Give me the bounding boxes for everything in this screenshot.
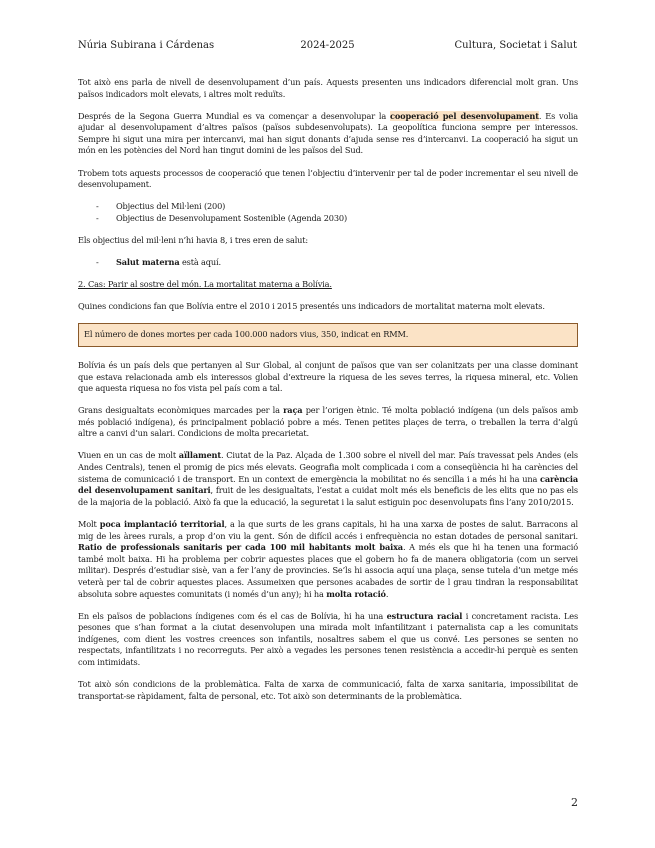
rmm-callout-box: El número de dones mortes per cada 100.000 nadors vius, 350, indicat en RMM.	[78, 323, 578, 347]
header-subject: Cultura, Societat i Salut	[454, 40, 577, 51]
health-goals-list	[78, 257, 578, 269]
text-run: Després de la Segona Guerra Mundial es va començar a desenvolupar la	[78, 110, 391, 121]
text-run: . A més els que hi ha tenen una formació també molt baixa. Hi ha problema per cobrir aquestes places que el gobern ho fa de manera obligatoria (com un servei militar). Després d’estudiar sisè, van a fer l’any de provincies. Se’ls hi associa aquí una plaça, sense tutela d’un metge més veterà per tal de cobrir aquestes places. Assumeixen que persones acabades de sortir de l grau tindran la responsabilitat absoluta sobre aquestes comunitats (i només d’un any); hi ha	[78, 542, 578, 599]
list-item	[78, 257, 578, 269]
paragraph-isolation	[78, 450, 578, 508]
paragraph-conclusion: Tot això són condicions de la problemàtica. Falta de xarxa de communicació, falta de xarxa sanitaria, impossibilitat de transportat-se ràpidament, falta de personal, etc. Tot això son determinants de la problemàtica.	[78, 679, 578, 701]
paragraph-racial-structure	[78, 611, 578, 669]
text-run: per l’origen ètnic. Té molta població indígena (un dels països amb més població indígena), és principalment població pobre a més. Tenen petites plaçes de terra, o treballen la terra d’algú altre a canvi d’un salari. Condicions de molta precarietat.	[78, 405, 578, 439]
text-run: , fruit de les desigualtats, l’estat a cuidat molt més els beneficis de les elits que no pas els de la majoria de la població. Això fa que la educació, la seguretat i la salut estiguin poc desenvolupats fins l’any 2010/2015.	[78, 485, 578, 507]
text-run: està aquí.	[179, 257, 221, 268]
bold-term: molta rotació	[326, 588, 386, 599]
paragraph-inequality	[78, 405, 578, 440]
paragraph-cooperation	[78, 111, 578, 157]
paragraph-question: Quines condicions fan que Bolívia entre el 2010 i 2015 presentés uns indicadors de mortalitat materna molt elevats.	[78, 301, 545, 312]
paragraph-development: Tot això ens parla de nivell de desenvolupament d’un país. Aquests presenten uns indicadors diferencial molt gran. Uns països indicadors molt elevats, i altres molt reduïts.	[78, 77, 578, 99]
objectives-list	[78, 201, 578, 224]
text-run: .	[385, 588, 389, 599]
text-run: i concretament racista. Les pesones que s’han format a la ciutat desenvolupen una mirada molt infantilitzant i paternalista cap a les comunitats indígenes, com dient les vostres creences son infantils, nosaltres sabem el que us convé. Les persones se senten no respectats, infantilitzats i no recorreguts. Per això a vegades les persones tenen resistència a accedir-hi perquè es senten com intimidats.	[78, 610, 579, 667]
bold-term: poca implantació territorial	[99, 518, 225, 529]
text-run: Molt	[78, 518, 100, 529]
text-run: , a la que surts de les grans capitals, hi ha una xarxa de postes de salut. Barracons al mig de les àrees rurals, a prop d’on viu la gent. Són de difícil accés i enfrequència no estan dotades de personal sanitari.	[78, 518, 578, 541]
paragraph-territorial	[78, 519, 578, 600]
case-title: 2. Cas: Parir al sostre del món. La mortalitat materna a Bolívia.	[78, 279, 332, 290]
header-author: Núria Subirana i Cárdenas	[78, 40, 215, 51]
text-run: Grans desigualtats econòmiques marcades per la	[78, 405, 284, 416]
text-run: . Es volia ajudar al desenvolupament d’altres països (països subdesenvolupats). La geopolítica funciona sempre per interessos. Sempre hi sigut una mira per intercanvi, mai han sigut donants d’ajuda sense res d’intercanvi. La cooperació ha sigut un món en les potències del Nord han tingut domini de les països del Sud.	[78, 110, 578, 156]
text-run: En els països de poblacions índigenes com és el cas de Bolívia, hi ha una	[78, 610, 387, 621]
highlighted-term: cooperació pel desenvolupament	[390, 110, 539, 121]
document-body	[78, 77, 578, 713]
text-run: . Ciutat de la Paz. Alçada de 1.300 sobre el nivell del mar. País travessat pels Andes (els Andes Centrals), tenen el promig de pics més elevats. Geografia molt complicada i com a conseqüència hi ha carències del sistema de comunicació i de transport. En un context de emergència la mobilitat no és sencilla i a més hi ha una	[78, 450, 578, 484]
bold-term: carència del desenvolupament sanitari	[78, 473, 578, 496]
page-number: 2	[571, 796, 578, 809]
paragraph-processes: Trobem tots aquests processos de cooperació que tenen l’objectiu d’intervenir per tal de poder incrementar el seu nivell de desenvolupament.	[78, 167, 578, 190]
bold-term: Salut materna	[116, 257, 180, 268]
header-year: 2024-2025	[300, 40, 355, 51]
bold-term: Ratio de professionals sanitaris per cada 100 mil habitants molt baixa	[78, 542, 403, 553]
list-item: - Objectius de Desenvolupament Sostenible (Agenda 2030)	[78, 213, 578, 225]
bold-term: raça	[283, 405, 303, 416]
text-run: Viuen en un cas de molt	[78, 450, 179, 461]
paragraph-global-south: Bolívia és un país dels que pertanyen al Sur Global, al conjunt de països que van ser colanitzats per una classe dominant que estava relacionada amb els interessos global d’extreure la riquesa de les seves terres, la riquesa mineral, etc. Volien que aquesta riquesa no fos vista pel país com a tal.	[78, 359, 578, 394]
paragraph-millennium: Els objectius del mil·leni n’hi havia 8, i tres eren de salut:	[78, 234, 309, 245]
bold-term: aïllament	[178, 450, 221, 461]
list-item: - Objectius del Mil·leni (200)	[78, 201, 578, 213]
bold-term: estructura racial	[386, 610, 463, 621]
